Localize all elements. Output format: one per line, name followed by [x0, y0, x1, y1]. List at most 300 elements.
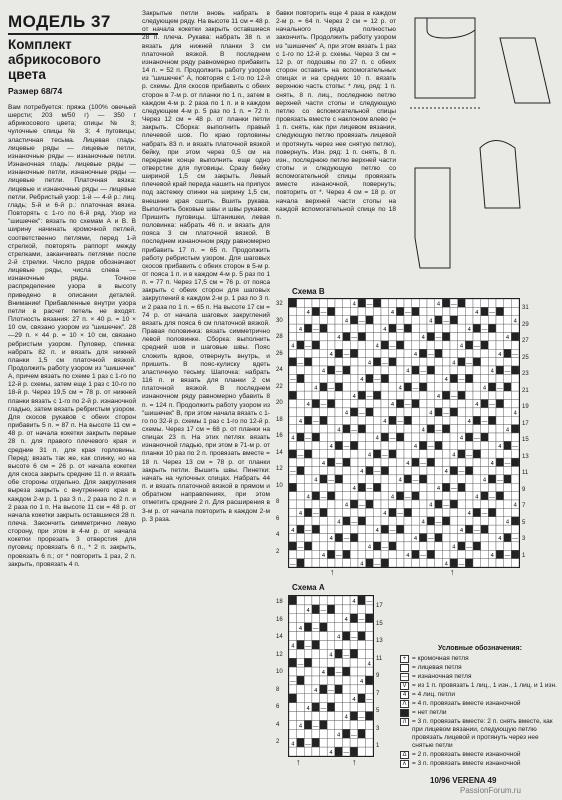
grid-cell: [404, 374, 412, 382]
grid-cell: [304, 366, 312, 374]
grid-cell: [511, 450, 519, 458]
grid-symbol: 4: [513, 318, 517, 325]
grid-symbol: 4: [367, 452, 372, 459]
row-number: 6: [276, 704, 280, 710]
grid-symbol: —: [381, 452, 388, 459]
grid-cell: [381, 366, 389, 374]
grid-cell: [289, 632, 297, 641]
grid-cell: [427, 425, 435, 433]
grid-symbol: —: [335, 670, 342, 677]
grid-cell: [435, 400, 443, 408]
grid-cell: [327, 694, 335, 703]
grid-cell: [297, 467, 305, 475]
row-number: 8: [276, 686, 280, 693]
grid-cell: [343, 425, 351, 433]
grid-cell: [442, 525, 450, 533]
grid-cell: [358, 685, 366, 694]
grid-symbol: —: [289, 561, 296, 567]
grid-cell: [312, 534, 320, 542]
grid-cell: [335, 483, 343, 491]
grid-cell: [350, 400, 358, 408]
row-number: 22: [276, 383, 283, 390]
grid-cell: [312, 640, 320, 649]
grid-cell: [404, 433, 412, 441]
grid-cell: [358, 324, 366, 332]
grid-cell: [481, 349, 489, 357]
grid-cell: [389, 550, 397, 558]
grid-cell: [343, 416, 351, 424]
grid-cell: [511, 550, 519, 558]
grid-symbol: 4: [352, 485, 356, 492]
column-text: Вам потребуется: пряжа (100% овечьей шерсти; 203 м/50 г) — 350 г абрикосового цвета; спицы № 3; чулочные спицы № 3; 4 пуговицы; эластичная тесьма. Лицевая гладь: лицевые ряды — лицевые петли, изнаночные ряды — изнаночные петли. Изнаночная гладь: лицевые ряды — изнаночные петли, изнаночные ряды — лицевые петли. Платочная вязка: лицевые и изнаночные ряды — лицевые петли. Ребристый узор: 1-й — 4-й р.: лиц. гладь; 5-й и 6-й р.: платочная вязка. Повторять с 1-го по 6-й ряд. Узор из "шишечек": вязать по схемам А и В. В ширину начинать кромочной петлей, соответственно петлями, перед 1-й стрелкой, повторять раппорт между стрелками, заканчивать петлями после 2-й стрелки. Число рядов обозначают лицевые ряды, числа слева — изнаночные ряды. Точное распределение узора в высоту приведено в описании деталей. Внимание! Прибавленные внутри узора петли в расчет петель не входят. Плотность вязания: 27 п. × 40 р. = 10 × 10 см, связано узором из "шишечек". 28—29 п. × 44 р. = 10 × 10 см, связано ребристым узором. Пуловер, спинка: набрать 82 п. и вязать для нижней планки 1,5 см платочной вязкой. Продолжить работу узором из "шишечек" А, причем вязать по схеме 1 раз с 1-го по 12-й р. схемы, затем еще 1 раз с 10-го по 18-й р. Через 19,5 см = 78 р. от нижней планки вязать с 1-го по 2-й р. изнаночной гладью, затем вязать ребристым узором. Для скосов рукавов с обеих сторон прибавить 5 п. = 87 п. На высоте 11 см = 48 р. от начала кокетки закрыть первые 28 п. для правого плечевого края и средние 31 п. для края горловины. Перед: вязать так же, как спинку, но на высоте 6 см = 26 р. от начала кокетки для скоса закрыть средние 11 п. и вязать обе стороны отдельно. Для закругления выреза закрыть с внутреннего края в каждом 2-м р. 1 раз 3 п., 2 раза по 2 п. и 2 раза по 1 п. На высоте 11 см = 48 р. от начала кокетки закрыть оставшиеся 28 п. плеча. Закончить симметрично левую сторону, при этом в 4-м р. от начала кокетки прорезать 3 отверстия для пуговиц: провязать 6 п., * 2 п. закрыть, провязать 6 п.; от * повторить 1 раз, 2 п. закрыть, провязать 4 п.: [8, 104, 136, 568]
grid-cell: [297, 632, 305, 641]
legend-text: = 4 лиц. петли: [412, 691, 455, 698]
grid-cell: [389, 333, 397, 341]
grid-cell: [404, 525, 412, 533]
grid-cell: [335, 400, 343, 408]
grid-cell: [297, 703, 305, 712]
grid-cell: [488, 467, 496, 475]
grid-cell: [312, 467, 320, 475]
grid-symbol: —: [374, 377, 381, 384]
grid-cell: [481, 333, 489, 341]
grid-cell: [450, 508, 458, 516]
grid-symbol: —: [351, 634, 357, 641]
grid-cell: [366, 408, 374, 416]
grid-symbol: 4: [360, 561, 364, 567]
grid-cell: [435, 500, 443, 508]
grid-cell: [473, 542, 481, 550]
grid-symbol: 4: [344, 410, 349, 417]
grid-cell: [435, 525, 443, 533]
grid-symbol: 4: [406, 460, 410, 467]
grid-cell: [496, 525, 504, 533]
grid-cell: [488, 508, 496, 516]
grid-symbol: —: [404, 310, 411, 317]
grid-cell: [427, 525, 435, 533]
grid-symbol: 4: [306, 310, 310, 317]
grid-cell: [458, 441, 466, 449]
grid-cell: [511, 307, 519, 315]
grid-cell: [396, 458, 404, 466]
grid-cell: [373, 316, 381, 324]
grid-cell: [373, 508, 381, 516]
grid-cell: [358, 632, 366, 641]
grid-cell: [381, 458, 389, 466]
legend-text: = 4 п. провязать вместе изнаночной: [412, 700, 521, 707]
grid-cell: [304, 550, 312, 558]
grid-cell: [419, 542, 427, 550]
row-number: 28: [276, 334, 283, 340]
grid-cell: [419, 324, 427, 332]
grid-cell: [465, 425, 473, 433]
grid-cell: [404, 324, 412, 332]
grid-symbol: 4: [398, 477, 402, 484]
grid-cell: [450, 458, 458, 466]
grid-cell: [427, 517, 435, 525]
grid-cell: [297, 391, 305, 399]
grid-cell: [373, 542, 381, 550]
grid-cell: [396, 492, 404, 500]
grid-cell: [473, 391, 481, 399]
grid-cell: [350, 525, 358, 533]
grid-cell: [419, 374, 427, 382]
grid-symbol: 4: [475, 310, 479, 317]
grid-cell: [465, 492, 473, 500]
grid-cell: [335, 614, 343, 623]
grid-cell: [496, 492, 504, 500]
grid-cell: [427, 450, 435, 458]
grid-cell: [473, 483, 481, 491]
grid-symbol: —: [389, 343, 396, 350]
row-number: 15: [376, 620, 383, 627]
grid-cell: [389, 467, 397, 475]
grid-cell: [458, 508, 466, 516]
model-subtitle: [8, 37, 158, 82]
grid-cell: [312, 408, 320, 416]
grid-cell: [496, 508, 504, 516]
grid-cell: [396, 400, 404, 408]
grid-cell: [289, 425, 297, 433]
grid-cell: [511, 458, 519, 466]
grid-cell: [473, 416, 481, 424]
grid-cell: [511, 416, 519, 424]
grid-cell: [335, 316, 343, 324]
grid-cell: [304, 542, 312, 550]
grid-cell: [350, 467, 358, 475]
row-number: 14: [276, 449, 283, 456]
grid-cell: [473, 366, 481, 374]
grid-cell: [458, 358, 466, 366]
grid-cell: [396, 307, 404, 315]
grid-cell: [335, 358, 343, 366]
grid-cell: [419, 450, 427, 458]
grid-cell: [312, 729, 320, 738]
grid-symbol: 4: [321, 552, 326, 559]
grid-symbol: —: [450, 485, 457, 492]
grid-cell: [304, 383, 312, 391]
grid-cell: [289, 383, 297, 391]
text-column-3: [276, 10, 396, 282]
grid-cell: [289, 366, 297, 374]
grid-symbol: —: [343, 536, 350, 543]
legend-text: = лицевая петля: [412, 664, 462, 671]
grid-cell: [511, 525, 519, 533]
grid-symbol: 4: [360, 469, 364, 476]
grid-cell: [343, 366, 351, 374]
grid-cell: [427, 433, 435, 441]
grid-cell: [404, 441, 412, 449]
grid-symbol: 4: [429, 502, 433, 509]
grid-cell: [435, 441, 443, 449]
grid-cell: [304, 475, 312, 483]
grid-symbol: 4: [329, 750, 333, 756]
grid-cell: [320, 383, 328, 391]
grid-cell: [442, 492, 450, 500]
legend-item: [400, 709, 560, 717]
grid-cell: [404, 450, 412, 458]
grid-cell: [465, 408, 473, 416]
grid-cell: [297, 712, 305, 721]
grid-cell: [312, 483, 320, 491]
grid-cell: [481, 316, 489, 324]
row-number: 25: [522, 354, 529, 361]
grid-symbol: 4: [482, 385, 487, 392]
grid-cell: [312, 441, 320, 449]
grid-cell: [396, 341, 404, 349]
grid-cell: [320, 450, 328, 458]
grid-cell: [496, 425, 504, 433]
grid-cell: [358, 391, 366, 399]
grid-cell: [304, 508, 312, 516]
grid-cell: [389, 508, 397, 516]
grid-symbol: 4: [337, 519, 341, 526]
grid-cell: [450, 433, 458, 441]
grid-cell: [365, 649, 373, 658]
grid-cell: [366, 324, 374, 332]
grid-cell: [358, 623, 366, 632]
grid-cell: [335, 349, 343, 357]
grid-symbol: —: [389, 435, 396, 442]
grid-cell: [327, 324, 335, 332]
grid-cell: [496, 316, 504, 324]
grid-cell: [350, 358, 358, 366]
grid-cell: [511, 425, 519, 433]
grid-cell: [504, 559, 512, 567]
grid-cell: [297, 738, 305, 747]
legend: [400, 645, 560, 769]
grid-cell: [297, 550, 305, 558]
grid-cell: [488, 525, 496, 533]
grid-cell: [465, 441, 473, 449]
grid-cell: [481, 441, 489, 449]
grid-symbol: —: [305, 741, 311, 748]
grid-cell: [358, 525, 366, 533]
grid-cell: [366, 550, 374, 558]
grid-cell: [297, 341, 305, 349]
grid-cell: [312, 614, 320, 623]
grid-cell: [435, 307, 443, 315]
grid-symbol: —: [427, 351, 434, 358]
grid-cell: [343, 400, 351, 408]
grid-cell: [427, 324, 435, 332]
grid-cell: [350, 534, 358, 542]
grid-symbol: —: [343, 444, 350, 451]
grid-cell: [320, 517, 328, 525]
grid-cell: [481, 433, 489, 441]
grid-symbol: —: [435, 427, 442, 434]
grid-cell: [419, 307, 427, 315]
grid-cell: [412, 316, 420, 324]
grid-cell: [511, 333, 519, 341]
grid-cell: [442, 475, 450, 483]
grid-cell: [343, 324, 351, 332]
row-number: 18: [276, 599, 283, 605]
grid-cell: [343, 492, 351, 500]
grid-cell: [366, 316, 374, 324]
grid-cell: [335, 694, 343, 703]
grid-cell: [511, 508, 519, 516]
grid-cell: [450, 492, 458, 500]
grid-cell: [381, 467, 389, 475]
grid-cell: [389, 458, 397, 466]
grid-cell: [465, 383, 473, 391]
grid-cell: [442, 358, 450, 366]
grid-cell: [481, 483, 489, 491]
row-number: 15: [522, 437, 529, 443]
grid-cell: [297, 408, 305, 416]
grid-cell: [504, 450, 512, 458]
grid-cell: [488, 391, 496, 399]
grid-symbol: —: [289, 377, 296, 384]
grid-cell: [473, 333, 481, 341]
grid-symbol: —: [473, 527, 480, 534]
grid-cell: [511, 391, 519, 399]
grid-symbol: 4: [291, 741, 295, 748]
grid-cell: [404, 391, 412, 399]
grid-cell: [289, 416, 297, 424]
row-number: 4: [276, 532, 280, 538]
grid-cell: [396, 517, 404, 525]
grid-cell: [358, 475, 366, 483]
grid-cell: [312, 676, 320, 685]
grid-cell: [335, 703, 343, 712]
grid-symbol: 4: [413, 444, 418, 451]
grid-symbol: —: [512, 444, 519, 451]
grid-cell: [458, 299, 466, 307]
grid-cell: [373, 492, 381, 500]
grid-symbol: —: [351, 732, 357, 739]
grid-cell: [488, 517, 496, 525]
grid-symbol: —: [397, 418, 404, 425]
grid-cell: [320, 358, 328, 366]
grid-cell: [335, 492, 343, 500]
grid-symbol: 4: [291, 343, 295, 350]
grid-cell: [450, 467, 458, 475]
grid-symbol: 4: [298, 625, 303, 632]
grid-cell: [289, 605, 297, 614]
grid-cell: [350, 492, 358, 500]
grid-cell: [488, 299, 496, 307]
grid-cell: [442, 534, 450, 542]
grid-cell: [473, 508, 481, 516]
grid-symbol: 4: [298, 326, 303, 333]
grid-cell: [320, 747, 328, 756]
grid-cell: [396, 441, 404, 449]
grid-symbol: 4: [398, 385, 402, 392]
grid-cell: [312, 517, 320, 525]
grid-cell: [435, 492, 443, 500]
grid-cell: [327, 703, 335, 712]
grid-cell: [404, 416, 412, 424]
legend-text: = 3 п. провязать вместе изнаночной: [412, 760, 521, 767]
grid-cell: [496, 366, 504, 374]
grid-cell: [289, 441, 297, 449]
grid-cell: [481, 307, 489, 315]
grid-cell: [465, 341, 473, 349]
grid-cell: [312, 374, 320, 382]
grid-cell: [419, 500, 427, 508]
grid-cell: [381, 400, 389, 408]
grid-cell: [342, 658, 350, 667]
grid-cell: [289, 623, 297, 632]
grid-cell: [297, 492, 305, 500]
grid-symbol: 4: [367, 360, 372, 367]
grid-symbol: 4: [421, 427, 425, 434]
grid-cell: [496, 416, 504, 424]
grid-cell: [297, 525, 305, 533]
grid-cell: [496, 467, 504, 475]
grid-cell: [327, 408, 335, 416]
legend-item: [400, 751, 560, 759]
legend-item: [400, 718, 560, 750]
grid-symbol: —: [450, 393, 457, 400]
scheme-a-left-numbers: [276, 598, 283, 756]
legend-text: = 2 п. провязать вместе изнаночной: [412, 751, 521, 758]
grid-cell: [312, 703, 320, 712]
text-column-1: [8, 104, 136, 764]
grid-symbol: —: [328, 477, 335, 484]
grid-symbol: 4: [352, 599, 356, 606]
grid-cell: [404, 341, 412, 349]
grid-cell: [389, 349, 397, 357]
grid-cell: [465, 316, 473, 324]
grid-cell: [458, 333, 466, 341]
grid-cell: [389, 517, 397, 525]
grid-symbol: 4: [390, 494, 395, 501]
grid-cell: [412, 525, 420, 533]
grid-cell: [335, 676, 343, 685]
grid-cell: [419, 483, 427, 491]
grid-cell: [389, 559, 397, 567]
grid-cell: [481, 391, 489, 399]
grid-cell: [496, 450, 504, 458]
grid-cell: [343, 433, 351, 441]
grid-cell: [412, 559, 420, 567]
grid-symbol: —: [312, 326, 319, 333]
grid-cell: [504, 534, 512, 542]
grid-cell: [473, 467, 481, 475]
grid-cell: [350, 550, 358, 558]
grid-cell: [511, 517, 519, 525]
grid-cell: [373, 324, 381, 332]
grid-cell: [320, 324, 328, 332]
grid-cell: [366, 333, 374, 341]
row-number: 31: [522, 305, 529, 311]
grid-cell: [289, 500, 297, 508]
grid-cell: [473, 475, 481, 483]
grid-cell: [389, 500, 397, 508]
grid-cell: [297, 400, 305, 408]
grid-symbol: —: [481, 511, 488, 518]
grid-cell: [412, 341, 420, 349]
grid-symbol: —: [351, 519, 358, 526]
grid-cell: [427, 366, 435, 374]
grid-cell: [389, 534, 397, 542]
grid-cell: [412, 408, 420, 416]
grid-cell: [389, 450, 397, 458]
grid-symbol: —: [458, 469, 465, 476]
grid-cell: [327, 307, 335, 315]
grid-cell: [381, 534, 389, 542]
grid-cell: [343, 333, 351, 341]
grid-cell: [335, 341, 343, 349]
grid-cell: [350, 623, 358, 632]
grid-cell: [511, 483, 519, 491]
grid-cell: [458, 366, 466, 374]
grid-symbol: 4: [360, 377, 364, 384]
grid-cell: [481, 408, 489, 416]
